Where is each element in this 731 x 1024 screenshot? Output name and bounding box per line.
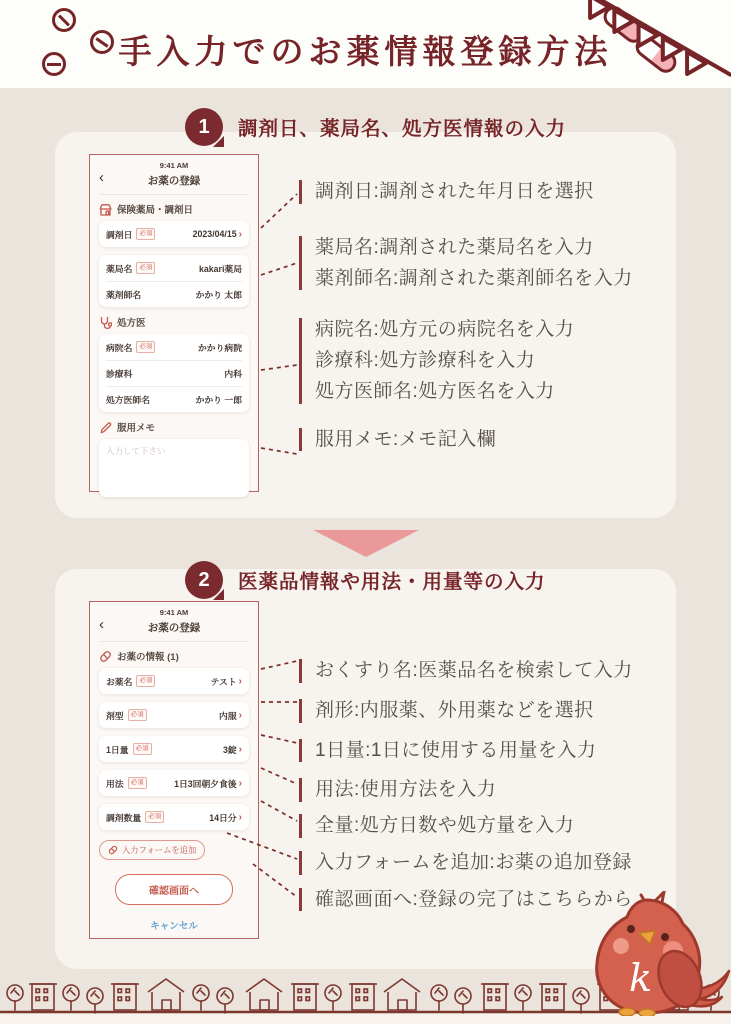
- section1-header: [185, 108, 731, 146]
- section2-header: [185, 561, 731, 599]
- chevron-right-icon: ›: [238, 777, 242, 789]
- field-value: かかり病院: [198, 342, 242, 353]
- capsule-icon: [99, 650, 112, 663]
- annotation-text: 服用メモ:メモ記入欄: [315, 428, 497, 450]
- field-value: 14日分: [209, 812, 237, 823]
- annotation-text: 病院名:処方元の病院名を入力: [315, 319, 575, 341]
- field-card: [99, 770, 249, 796]
- field-row-daily-dose[interactable]: [106, 736, 242, 762]
- field-row-dosage-form[interactable]: [106, 702, 242, 728]
- field-value: 1日3回朝夕食後: [174, 778, 237, 789]
- stethoscope-icon: [99, 316, 112, 329]
- group-label-memo: 服用メモ: [99, 420, 249, 434]
- annotation-text: 入力フォームを追加:お薬の追加登録: [315, 851, 632, 873]
- phone-mockup-register-2: [89, 601, 259, 939]
- page-title: 手入力でのお薬情報登録方法: [118, 33, 613, 70]
- memo-input[interactable]: [99, 439, 249, 497]
- bunting-garland-icon: [587, 0, 731, 88]
- nav-bar: [99, 170, 249, 195]
- field-value: かかり 一郎: [195, 395, 242, 405]
- chevron-right-icon: ›: [238, 743, 242, 755]
- bird-eye: [627, 925, 635, 933]
- required-badge: 必須: [136, 675, 155, 687]
- pharmacy-store-icon: [99, 203, 112, 216]
- bird-cheek: [613, 938, 629, 954]
- nav-bar: [99, 617, 249, 642]
- group-label-pharmacy: 保険薬局・調剤日: [99, 202, 249, 216]
- step-badge-1: 1: [185, 108, 223, 146]
- annotation-group: [299, 699, 658, 723]
- status-bar-time: 9:41 AM: [159, 608, 189, 617]
- back-button[interactable]: ‹: [99, 616, 104, 633]
- required-badge: 必須: [145, 811, 164, 823]
- bird-foot: [639, 1009, 655, 1016]
- field-label: 剤型: [106, 710, 124, 721]
- pencil-icon: [99, 421, 112, 434]
- annotation-group: [299, 236, 658, 291]
- confirm-screen-button[interactable]: 確認画面へ: [115, 874, 233, 905]
- annotation-text: 調剤日:調剤された年月日を選択: [315, 181, 594, 202]
- annotation-group: [299, 659, 658, 683]
- field-row-doctor-name[interactable]: [106, 386, 242, 412]
- annotation-text: 薬剤師名:調剤された薬剤師名を入力: [315, 267, 633, 289]
- field-label: 調剤数量: [106, 812, 142, 823]
- required-badge: 必須: [136, 228, 155, 240]
- field-value: 内服: [219, 710, 237, 721]
- field-value: 内科: [224, 369, 242, 379]
- main-content: [0, 108, 731, 969]
- annotation-text: 確認画面へ:登録の完了はこちらから: [315, 888, 633, 910]
- annotation-group: [299, 851, 658, 875]
- cancel-link[interactable]: キャンセル: [99, 918, 249, 932]
- annotation-group: [299, 739, 658, 763]
- down-arrow: [313, 530, 419, 557]
- bird-foot: [619, 1008, 635, 1016]
- section1-heading: 調剤日、薬局名、処方医情報の入力: [238, 118, 567, 140]
- field-row-pharmacist-name[interactable]: [106, 281, 242, 307]
- field-row-pharmacy-name[interactable]: [106, 255, 242, 281]
- annotation-text: 薬局名:調剤された薬局名を入力: [315, 236, 594, 258]
- field-card: [99, 668, 249, 694]
- bird-logo: k: [629, 956, 653, 1000]
- chevron-right-icon: ›: [238, 811, 242, 823]
- field-value: kakari薬局: [198, 263, 242, 274]
- back-button[interactable]: ‹: [99, 169, 104, 186]
- field-value: 2023/04/15: [192, 229, 237, 239]
- field-value: 3錠: [222, 744, 237, 755]
- field-label: 薬局名: [106, 263, 133, 274]
- annotation-text: おくすり名:医薬品名を検索して入力: [315, 660, 633, 681]
- capsule-icon: [108, 845, 118, 855]
- bird-mascot: [581, 891, 731, 1016]
- annotation-group: [299, 180, 658, 204]
- field-value: かかり 太郎: [195, 290, 242, 300]
- annotation-text: 全量:処方日数や処方量を入力: [315, 815, 575, 836]
- section1-annotations: [299, 154, 658, 492]
- field-label: お薬名: [106, 676, 133, 687]
- screen-title: お薬の登録: [147, 175, 201, 187]
- annotation-group: [299, 778, 658, 802]
- field-row-medicine-name[interactable]: [106, 668, 242, 694]
- status-bar-time: 9:41 AM: [159, 161, 189, 170]
- section1-card: [55, 132, 676, 518]
- annotation-text: 処方医師名:処方医名を入力: [315, 380, 555, 402]
- field-label: 用法: [106, 778, 124, 789]
- field-card: [99, 702, 249, 728]
- annotation-text: 剤形:内服薬、外用薬などを選択: [315, 699, 594, 721]
- phone-mockup-register-1: [89, 154, 259, 492]
- field-value: テスト: [210, 676, 237, 687]
- chevron-right-icon: ›: [238, 709, 242, 721]
- page-header: [0, 0, 731, 88]
- field-row-quantity[interactable]: [106, 804, 242, 830]
- group-label-medicine-info: お薬の情報 (1): [99, 649, 249, 663]
- field-label: 1日量: [106, 744, 129, 755]
- required-badge: 必須: [133, 743, 152, 755]
- annotation-text: 用法:使用方法を入力: [315, 779, 497, 801]
- bird-eye: [661, 933, 669, 941]
- annotation-group: [299, 814, 658, 838]
- required-badge: 必須: [136, 341, 155, 353]
- field-label: 診療科: [106, 369, 133, 379]
- field-row-department[interactable]: [106, 360, 242, 386]
- chevron-right-icon: ›: [238, 228, 242, 240]
- section2-heading: 医薬品情報や用法・用量等の入力: [238, 571, 546, 593]
- field-label: 調剤日: [106, 229, 133, 240]
- add-form-button[interactable]: 入力フォームを追加: [99, 840, 205, 860]
- field-card: [99, 334, 249, 412]
- required-badge: 必須: [128, 777, 147, 789]
- field-row-usage[interactable]: [106, 770, 242, 796]
- field-card: [99, 736, 249, 762]
- annotation-text: 診療科:処方診療科を入力: [315, 350, 536, 371]
- screen-title: お薬の登録: [147, 622, 201, 634]
- annotation-group: [299, 428, 658, 452]
- field-card: [99, 255, 249, 307]
- field-label: 薬剤師名: [106, 290, 142, 300]
- group-label-doctor: 処方医: [99, 315, 249, 329]
- field-row-date[interactable]: [106, 221, 242, 247]
- field-card: [99, 221, 249, 247]
- annotation-group: [299, 318, 658, 403]
- required-badge: 必須: [136, 262, 155, 274]
- chevron-right-icon: ›: [238, 675, 242, 687]
- annotation-text: 1日量:1日に使用する用量を入力: [315, 739, 597, 761]
- field-card: [99, 804, 249, 830]
- field-row-hospital-name[interactable]: [106, 334, 242, 360]
- step-badge-2: 2: [185, 561, 223, 599]
- field-label: 処方医師名: [106, 395, 150, 405]
- required-badge: 必須: [128, 709, 147, 721]
- field-label: 病院名: [106, 342, 133, 353]
